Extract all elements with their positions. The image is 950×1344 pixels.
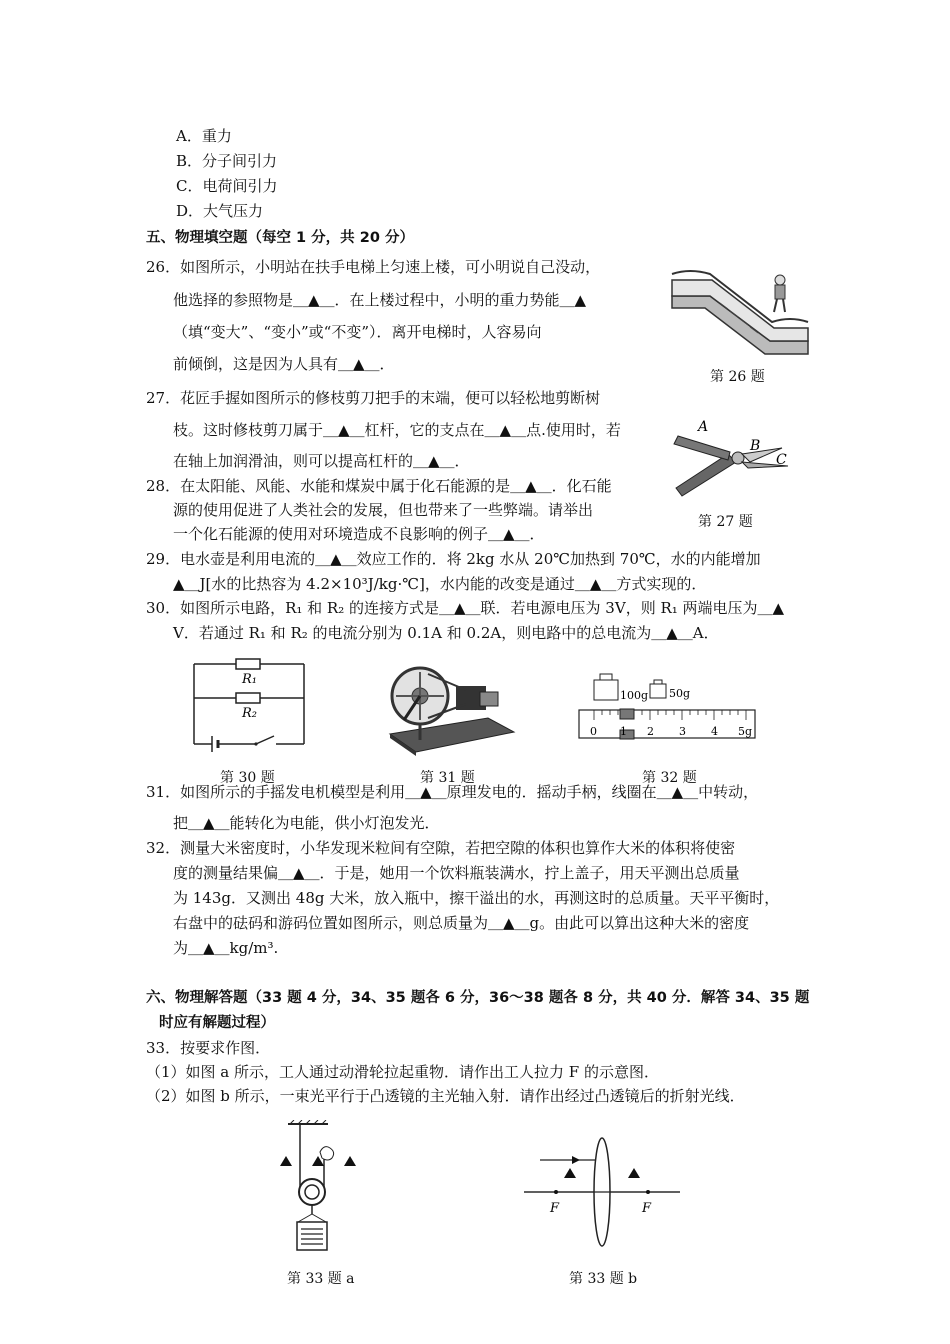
- q32-line-3: 为 143g．又测出 48g 大米，放入瓶中，擦干溢出的水，再测这时的总质量。天平平衡时，: [173, 889, 780, 907]
- section-6-heading-line-1: 六、物理解答题（33 题 4 分，34、35 题各 6 分，36～38 题各 8 分，共 40 分．解答 34、35 题: [146, 990, 810, 1006]
- q26-line-3: （填“变大”、“变小”或“不变”）．离开电梯时，人容易向: [173, 323, 542, 341]
- q27-line-3: 在轴上加润滑油，则可以提高杠杆的＿▲＿．: [173, 452, 470, 470]
- label-a: A: [698, 419, 709, 435]
- q26-line-1: 26．如图所示，小明站在扶手电梯上匀速上楼，可小明说自己没动，: [146, 258, 601, 276]
- option-d: D．大气压力: [176, 202, 264, 220]
- label-c: C: [776, 452, 787, 468]
- rider-top: [620, 709, 634, 719]
- q28-line-2: 源的使用促进了人类社会的发展，但也带来了一些弊端。请举出: [173, 501, 594, 519]
- pruning-shears-figure: [670, 416, 800, 502]
- q33-caption-a: 第 33 题 a: [287, 1271, 355, 1287]
- q33-caption-b: 第 33 题 b: [569, 1271, 638, 1287]
- q26-line-4: 前倾倒，这是因为人具有＿▲＿．: [173, 355, 395, 373]
- option-c: C．电荷间引力: [176, 177, 278, 195]
- option-a: A．重力: [176, 127, 232, 145]
- q32-line-4: 右盘中的砝码和游码位置如图所示，则总质量为＿▲＿g。由此可以算出这种大米的密度: [173, 914, 750, 932]
- scale-tick-4: 4: [711, 725, 718, 738]
- circuit-figure: [190, 658, 310, 753]
- scale-tick-3: 3: [679, 725, 686, 738]
- section-5-heading: 五、物理填空题（每空 1 分，共 20 分）: [146, 230, 414, 246]
- scale-tick-5: 5g: [738, 725, 753, 738]
- q28-line-3: 一个化石能源的使用对环境造成不良影响的例子＿▲＿．: [173, 525, 545, 543]
- q30-line-1: 30．如图所示电路，R₁ 和 R₂ 的连接方式是＿▲＿联．若电源电压为 3V，则 R₁ 两端电压为＿▲: [146, 599, 785, 617]
- q33-line-3: （2）如图 b 所示，一束光平行于凸透镜的主光轴入射．请作出经过凸透镜后的折射光线．: [146, 1087, 745, 1105]
- scale-tick-0: 0: [590, 725, 597, 738]
- lens-figure: [520, 1130, 684, 1250]
- scale-tick-1: 1: [620, 725, 627, 738]
- q29-line-2: ▲＿J[水的比热容为 4.2×10³J/kg·℃]，水内能的改变是通过＿▲＿方式实现的．: [173, 575, 707, 593]
- q29-line-1: 29．电水壶是利用电流的＿▲＿效应工作的．将 2kg 水从 20℃加热到 70℃，水的内能增加: [146, 550, 761, 568]
- generator-figure: [388, 660, 516, 756]
- boy-on-escalator: [774, 275, 785, 312]
- q33-line-2: （1）如图 a 所示，工人通过动滑轮拉起重物．请作出工人拉力 F 的示意图．: [146, 1063, 659, 1081]
- label-b: B: [750, 438, 761, 454]
- r1-label: R₁: [242, 672, 257, 687]
- q32-line-5: 为＿▲＿kg/m³.: [173, 939, 279, 957]
- q30-caption: 第 30 题: [220, 770, 275, 786]
- q31-line-1: 31．如图所示的手摇发电机模型是利用＿▲＿原理发电的．摇动手柄，线圈在＿▲＿中转动，: [146, 783, 759, 801]
- r2-label: R₂: [242, 706, 257, 721]
- weight-100g: [594, 674, 618, 700]
- pulley-figure: [270, 1120, 370, 1260]
- q32-line-1: 32．测量大米密度时，小华发现米粒间有空隙，若把空隙的体积也算作大米的体积将使密: [146, 839, 736, 857]
- q30-line-2: V．若通过 R₁ 和 R₂ 的电流分别为 0.1A 和 0.2A，则电路中的总电流为＿▲＿A．: [173, 624, 719, 642]
- q26-line-2: 他选择的参照物是＿▲＿．在上楼过程中，小明的重力势能＿▲: [173, 291, 587, 309]
- q27-line-1: 27．花匠手握如图所示的修枝剪刀把手的末端，便可以轻松地剪断树: [146, 389, 601, 407]
- q33-line-1: 33．按要求作图．: [146, 1039, 271, 1057]
- q31-line-2: 把＿▲＿能转化为电能，供小灯泡发光．: [173, 814, 440, 832]
- q31-caption: 第 31 题: [420, 770, 475, 786]
- q27-caption: 第 27 题: [698, 514, 753, 530]
- weight-50g-label: 50g: [669, 687, 691, 700]
- weight-50g: [650, 680, 666, 698]
- focus-label-left: F: [550, 1201, 560, 1216]
- escalator-figure: [670, 266, 810, 356]
- scale-tick-2: 2: [647, 725, 654, 738]
- section-6-heading-line-2: 时应有解题过程）: [159, 1015, 275, 1031]
- focus-label-right: F: [642, 1201, 652, 1216]
- option-b: B．分子间引力: [176, 152, 278, 170]
- q32-caption: 第 32 题: [642, 770, 697, 786]
- q27-line-2: 枝。这时修枝剪刀属于＿▲＿杠杆，它的支点在＿▲＿点.使用时，若: [173, 421, 621, 439]
- balance-figure: [576, 672, 761, 744]
- weight-100g-label: 100g: [620, 689, 649, 702]
- q26-caption: 第 26 题: [710, 369, 765, 385]
- q32-line-2: 度的测量结果偏＿▲＿．于是，她用一个饮料瓶装满水，拧上盖子，用天平测出总质量: [173, 864, 740, 882]
- q28-line-1: 28．在太阳能、风能、水能和煤炭中属于化石能源的是＿▲＿．化石能: [146, 477, 612, 495]
